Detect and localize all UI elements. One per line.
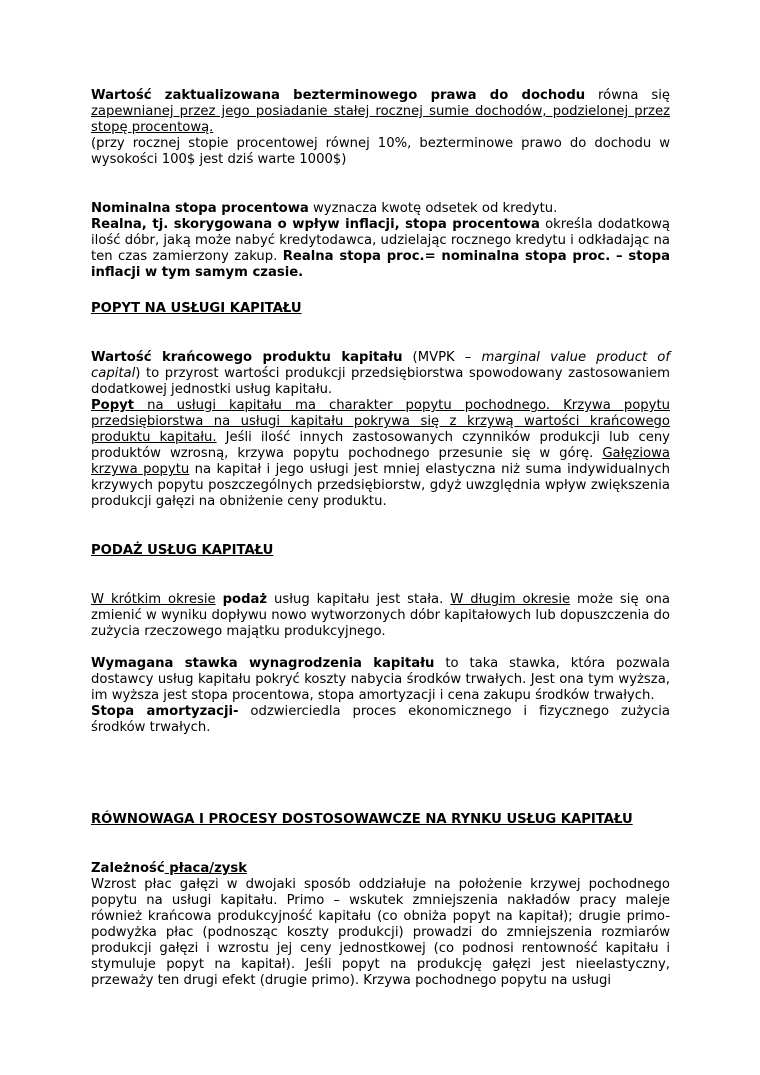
term-mvpk: Wartość krańcowego produktu kapitału — [91, 350, 403, 365]
term-long-run: W długim okresie — [450, 592, 571, 607]
paragraph-nominal-rate: Nominalna stopa procentowa wyznacza kwotę odsetek od kredytu. — [91, 201, 558, 216]
real-rate-formula: Realna stopa proc.= nominalna stopa proc. – stopa inflacji w tym samym czasie. — [91, 249, 670, 280]
heading-capital-demand: POPYT NA USŁUGI KAPITAŁU — [91, 301, 302, 316]
paragraph-depreciation: Stopa amortyzacji- odzwierciedla proces ekonomicznego i fizycznego zużycia środków trwałych. — [91, 704, 670, 735]
subheading-wage-profit: Zależność płaca/zysk — [91, 861, 247, 876]
term-present-value: Wartość zaktualizowana bezterminowego prawa do dochodu — [91, 88, 586, 103]
paragraph-mvpk: Wartość krańcowego produktu kapitału (MVPK – marginal value product of capital) to przyrost wartości produkcji przedsiębiorstwa spowodowany zastosowaniem dodatkowej jednostki usług kapitału. — [91, 350, 670, 397]
term-nominal-rate: Nominalna stopa procentowa — [91, 201, 309, 216]
paragraph-derived-demand: Popyt na usługi kapitału ma charakter popytu pochodnego. Krzywa popytu przedsiębiorstwa na usługi kapitału pokrywa się z krzywą wartości krańcowego produktu kapitału. Jeśli ilość innych zastosowanych czynników produkcji lub ceny produktów wzrosną, krzywa popytu pochodnego przesunie się w górę. Gałęziowa krzywa popytu na kapitał i jego usługi jest mniej elastyczna niż suma indywidualnych krzywych popytu poszczególnych przedsiębiorstw, gdyż uwzględnia wpływ zwiększenia produkcji gałęzi na obniżenie ceny produktu. — [91, 398, 670, 509]
heading-capital-supply: PODAŻ USŁUG KAPITAŁU — [91, 543, 274, 558]
term-supply: podaż — [222, 592, 268, 607]
term-required-rate: Wymagana stawka wynagrodzenia kapitału — [91, 656, 435, 671]
term-branch-demand-curve: Gałęziowa krzywa popytu — [91, 446, 670, 477]
paragraph-wage-profit: Wzrost płac gałęzi w dwojaki sposób oddziałuje na położenie krzywej pochodnego popytu na usługi kapitału. Primo – wskutek zmniejszenia nakładów pracy maleje również krańcowa produkcyjność kapitału (co obniża popyt na kapitał); drugie primo- podwyżka płac (podnosząc koszty produkcji) prowadzi do zmniejszenia rozmiarów produkcji gałęzi i wzrostu jej ceny jednostkowej (co podnosi rentowność kapitału i stymuluje popyt na kapitał). Jeśli popyt na produkcję gałęzi jest nieelastyczny, przeważy ten drugi efekt (drugie primo). Krzywa pochodnego popytu na usługi — [91, 877, 670, 988]
present-value-definition: zapewnianej przez jego posiadanie stałej rocznej sumie dochodów, podzielonej przez stopę procentową. — [91, 104, 670, 135]
document-page — [91, 88, 670, 989]
heading-equilibrium: RÓWNOWAGA I PROCESY DOSTOSOWAWCZE NA RYNKU USŁUG KAPITAŁU — [91, 812, 633, 827]
term-real-rate: Realna, tj. skorygowana o wpływ inflacji, stopa procentowa — [91, 217, 540, 232]
term-demand: Popyt — [91, 398, 135, 413]
term-depreciation: Stopa amortyzacji- — [91, 704, 239, 719]
paragraph-supply-periods: W krótkim okresie podaż usług kapitału jest stała. W długim okresie może się ona zmienić w wyniku dopływu nowo wytworzonych dóbr kapitałowych lub dopuszczenia do zużycia rzeczowego majątku produkcyjnego. — [91, 592, 670, 639]
paragraph-real-rate: Realna, tj. skorygowana o wpływ inflacji, stopa procentowa określa dodatkową ilość dóbr, jaką może nabyć kredytodawca, udzielając rocznego kredytu i odkładając na ten czas zamierzony zakup. Realna stopa proc.= nominalna stopa proc. – stopa inflacji w tym samym czasie. — [91, 217, 670, 280]
term-short-run: W krótkim okresie — [91, 592, 216, 607]
paragraph-present-value-example: (przy rocznej stopie procentowej równej 10%, bezterminowe prawo do dochodu w wysokości 100$ jest dziś warte 1000$) — [91, 136, 670, 167]
paragraph-present-value: Wartość zaktualizowana bezterminowego prawa do dochodu równa się zapewnianej przez jego posiadanie stałej rocznej sumie dochodów, podzielonej przez stopę procentową. — [91, 88, 670, 135]
paragraph-required-rate: Wymagana stawka wynagrodzenia kapitału to taka stawka, która pozwala dostawcy usług kapitału pokryć koszty nabycia środków trwałych. Jest ona tym wyższa, im wyższa jest stopa procentowa, stopa amortyzacji i cena zakupu środków trwałych. — [91, 656, 670, 703]
